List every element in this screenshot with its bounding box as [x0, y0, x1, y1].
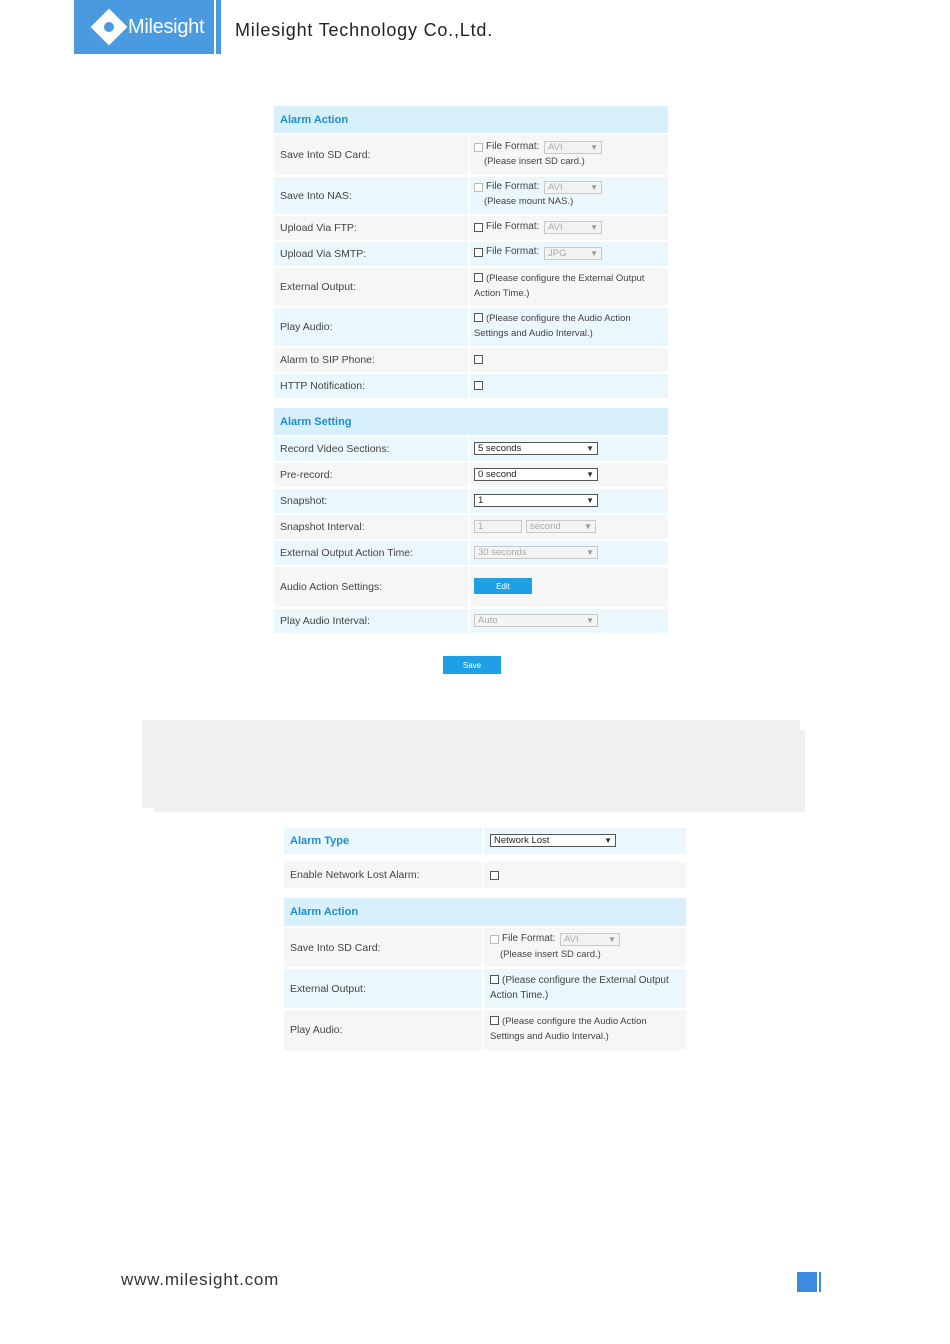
- play-audio-interval-select[interactable]: Auto ▼: [474, 614, 598, 627]
- alarm-type-select[interactable]: Network Lost ▼: [490, 834, 616, 847]
- nas-checkbox[interactable]: [474, 183, 483, 192]
- row-record-video: [274, 437, 668, 461]
- row-label: Audio Action Settings:: [274, 567, 468, 607]
- panel-network-lost: [284, 828, 686, 1052]
- ftp-format-select[interactable]: AVI ▼: [544, 221, 602, 234]
- alarm-action-title: Alarm Action: [280, 113, 349, 126]
- alarm-setting-header: [274, 408, 668, 435]
- blank-text-box-shadow: [154, 730, 805, 812]
- row-label: Enable Network Lost Alarm:: [284, 862, 482, 888]
- row-enable-network-lost: [284, 862, 686, 888]
- row-label: HTTP Notification:: [274, 374, 468, 398]
- chevron-down-icon: ▼: [604, 836, 612, 845]
- row-upload-ftp: [274, 216, 668, 240]
- chevron-down-icon: ▼: [590, 183, 598, 192]
- row-label: Record Video Sections:: [274, 437, 468, 461]
- row-label: Upload Via SMTP:: [274, 242, 468, 266]
- play-audio-note-2: Settings and Audio Interval.): [474, 328, 593, 339]
- snapshot-interval-unit-select[interactable]: second ▼: [526, 520, 596, 533]
- logo-mark-icon: [91, 9, 128, 46]
- external-output-time-select[interactable]: 30 seconds ▼: [474, 546, 598, 559]
- row-snapshot-interval: [274, 515, 668, 539]
- edit-button[interactable]: Edit: [474, 578, 532, 594]
- file-format-label: File Format:: [486, 246, 540, 257]
- logo-text: Milesight: [128, 15, 205, 38]
- ftp-checkbox[interactable]: [474, 223, 483, 232]
- file-format-label: File Format:: [502, 933, 556, 944]
- row-audio-action: [274, 567, 668, 607]
- chevron-down-icon: ▼: [586, 444, 594, 453]
- sd-format-select-2[interactable]: AVI ▼: [560, 933, 620, 946]
- play-audio-checkbox-2[interactable]: [490, 1016, 499, 1025]
- sd-format-select[interactable]: AVI ▼: [544, 141, 602, 154]
- row-play-audio-2: [284, 1010, 686, 1050]
- save-button[interactable]: Save: [443, 656, 501, 674]
- pre-record-select[interactable]: 0 second ▼: [474, 468, 598, 481]
- row-label: External Output:: [274, 268, 468, 306]
- row-label: Save Into SD Card:: [274, 135, 468, 175]
- row-save-sd-2: [284, 928, 686, 967]
- row-label: Play Audio Interval:: [274, 609, 468, 633]
- chevron-down-icon: ▼: [586, 548, 594, 557]
- sip-checkbox[interactable]: [474, 355, 483, 364]
- row-external-output: [274, 268, 668, 306]
- external-output-note-1: (Please configure the External Output: [486, 273, 645, 284]
- row-snapshot: [274, 489, 668, 513]
- row-label: Save Into SD Card:: [284, 928, 482, 967]
- chevron-down-icon: ▼: [590, 249, 598, 258]
- alarm-setting-title: Alarm Setting: [280, 415, 352, 428]
- play-audio-note-1: (Please configure the Audio Action: [486, 313, 631, 324]
- nas-format-select[interactable]: AVI ▼: [544, 181, 602, 194]
- external-output-note-2: Action Time.): [474, 288, 530, 299]
- row-external-output-time: [274, 541, 668, 565]
- chevron-down-icon: ▼: [586, 616, 594, 625]
- row-label: Snapshot:: [274, 489, 468, 513]
- chevron-down-icon: ▼: [584, 522, 592, 531]
- snapshot-select[interactable]: 1 ▼: [474, 494, 598, 507]
- nas-note: (Please mount NAS.): [484, 196, 574, 207]
- file-format-label: File Format:: [486, 181, 540, 192]
- header-divider: [216, 0, 221, 54]
- external-output-checkbox[interactable]: [474, 273, 483, 282]
- smtp-format-select[interactable]: JPG ▼: [544, 247, 602, 260]
- alarm-type-label: Alarm Type: [284, 828, 482, 854]
- footer-url: www.milesight.com: [121, 1270, 280, 1289]
- external-output-checkbox-2[interactable]: [490, 975, 499, 984]
- chevron-down-icon: ▼: [590, 143, 598, 152]
- chevron-down-icon: ▼: [608, 935, 616, 944]
- alarm-action-header-2: [284, 898, 686, 926]
- sd-checkbox-2[interactable]: [490, 935, 499, 944]
- row-upload-smtp: [274, 242, 668, 266]
- file-format-label: File Format:: [486, 141, 540, 152]
- external-output-note-2: Action Time.): [490, 990, 549, 1001]
- footer-bar: [819, 1272, 821, 1292]
- row-label: Play Audio:: [284, 1010, 482, 1050]
- row-label: External Output:: [284, 969, 482, 1008]
- row-label: Alarm to SIP Phone:: [274, 348, 468, 372]
- panel-alarm-settings-1: [274, 106, 668, 686]
- sd-note-2: (Please insert SD card.): [500, 949, 601, 960]
- row-label: Play Audio:: [274, 308, 468, 346]
- record-video-select[interactable]: 5 seconds ▼: [474, 442, 598, 455]
- play-audio-note-2: Settings and Audio Interval.): [490, 1031, 609, 1042]
- row-http-notification: [274, 374, 668, 398]
- snapshot-interval-input[interactable]: 1: [474, 520, 522, 533]
- row-external-output-2: [284, 969, 686, 1008]
- row-label: External Output Action Time:: [274, 541, 468, 565]
- external-output-note-1: (Please configure the External Output: [502, 975, 669, 986]
- sd-checkbox[interactable]: [474, 143, 483, 152]
- row-save-nas: [274, 177, 668, 214]
- milesight-logo: [74, 0, 214, 54]
- row-save-sd: [274, 135, 668, 175]
- row-play-audio-interval: [274, 609, 668, 633]
- footer-square-icon: [797, 1272, 817, 1292]
- chevron-down-icon: ▼: [586, 496, 594, 505]
- play-audio-checkbox[interactable]: [474, 313, 483, 322]
- file-format-label: File Format:: [486, 221, 540, 232]
- row-label: Snapshot Interval:: [274, 515, 468, 539]
- sd-note: (Please insert SD card.): [484, 156, 585, 167]
- row-pre-record: [274, 463, 668, 487]
- smtp-checkbox[interactable]: [474, 248, 483, 257]
- play-audio-note-1: (Please configure the Audio Action: [502, 1016, 647, 1027]
- alarm-action-title-2: Alarm Action: [290, 906, 359, 918]
- row-play-audio: [274, 308, 668, 346]
- row-label: Upload Via FTP:: [274, 216, 468, 240]
- company-name: Milesight Technology Co.,Ltd.: [235, 20, 493, 40]
- row-alarm-type: [284, 828, 686, 854]
- row-label: Save Into NAS:: [274, 177, 468, 214]
- chevron-down-icon: ▼: [590, 223, 598, 232]
- http-checkbox[interactable]: [474, 381, 483, 390]
- row-alarm-sip: [274, 348, 668, 372]
- row-label: Pre-record:: [274, 463, 468, 487]
- enable-network-lost-checkbox[interactable]: [490, 871, 499, 880]
- alarm-action-header: [274, 106, 668, 133]
- chevron-down-icon: ▼: [586, 470, 594, 479]
